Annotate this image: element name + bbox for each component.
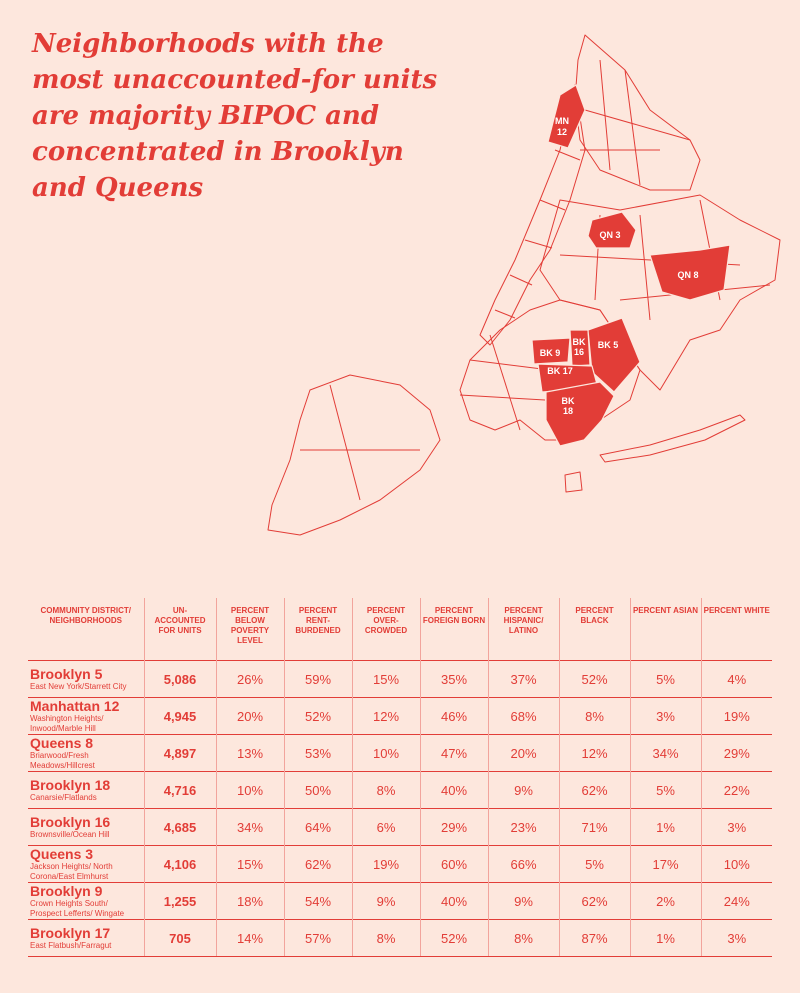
district-cell bbox=[28, 661, 144, 698]
table-row bbox=[28, 846, 772, 883]
hispanic-cell: 9% bbox=[488, 883, 559, 920]
col-header-hispanic: PERCENT HISPANIC/ LATINO bbox=[488, 598, 559, 661]
label-bk18-line1: BK bbox=[561, 396, 575, 406]
hispanic-cell: 66% bbox=[488, 846, 559, 883]
asian-cell: 17% bbox=[630, 846, 701, 883]
district-cell bbox=[28, 883, 144, 920]
label-bk16-line1: BK bbox=[572, 337, 586, 347]
label-bk16-line2: 16 bbox=[573, 347, 585, 357]
hispanic-cell: 37% bbox=[488, 661, 559, 698]
white-cell: 3% bbox=[701, 809, 772, 846]
district-name: Manhattan 12 bbox=[30, 698, 120, 714]
neighborhoods: Jackson Heights/ North Corona/East Elmhurst bbox=[30, 862, 113, 881]
district-cell bbox=[28, 846, 144, 883]
overcrowded-cell: 8% bbox=[352, 920, 420, 957]
foreign-born-cell: 35% bbox=[420, 661, 488, 698]
black-cell: 87% bbox=[559, 920, 630, 957]
poverty-cell: 10% bbox=[216, 772, 284, 809]
label-mn12-line2: 12 bbox=[556, 127, 568, 137]
staten-island-outline bbox=[268, 375, 440, 535]
asian-cell: 34% bbox=[630, 735, 701, 772]
rent-burdened-cell: 64% bbox=[284, 809, 352, 846]
foreign-born-cell: 47% bbox=[420, 735, 488, 772]
neighborhoods: East New York/Starrett City bbox=[30, 682, 127, 691]
black-cell: 5% bbox=[559, 846, 630, 883]
district-cell bbox=[28, 809, 144, 846]
district-bk18 bbox=[546, 382, 614, 446]
poverty-cell: 15% bbox=[216, 846, 284, 883]
overcrowded-cell: 15% bbox=[352, 661, 420, 698]
foreign-born-cell: 40% bbox=[420, 883, 488, 920]
poverty-cell: 20% bbox=[216, 698, 284, 735]
rent-burdened-cell: 52% bbox=[284, 698, 352, 735]
neighborhoods: East Flatbush/Farragut bbox=[30, 941, 112, 950]
units-cell: 5,086 bbox=[144, 661, 216, 698]
col-header-overcrowded: PERCENT OVER- CROWDED bbox=[352, 598, 420, 661]
page-title: Neighborhoods with the most unaccounted-for units are majority BIPOC and concentrated in Brooklyn and Queens bbox=[32, 29, 438, 203]
foreign-born-cell: 46% bbox=[420, 698, 488, 735]
label-qn3: QN 3 bbox=[599, 230, 621, 240]
poverty-cell: 18% bbox=[216, 883, 284, 920]
white-cell: 19% bbox=[701, 698, 772, 735]
asian-cell: 2% bbox=[630, 883, 701, 920]
label-bk5: BK 5 bbox=[597, 340, 619, 350]
label-mn12-line1: MN bbox=[555, 116, 569, 126]
asian-cell: 5% bbox=[630, 661, 701, 698]
col-header-rent-burdened: PERCENT RENT- BURDENED bbox=[284, 598, 352, 661]
label-bk18-line2: 18 bbox=[562, 406, 574, 416]
label-qn8: QN 8 bbox=[677, 270, 699, 280]
foreign-born-cell: 52% bbox=[420, 920, 488, 957]
poverty-cell: 14% bbox=[216, 920, 284, 957]
col-header-asian: PERCENT ASIAN bbox=[630, 598, 701, 661]
overcrowded-cell: 9% bbox=[352, 883, 420, 920]
col-header-black: PERCENT BLACK bbox=[559, 598, 630, 661]
poverty-cell: 34% bbox=[216, 809, 284, 846]
table-row bbox=[28, 809, 772, 846]
white-cell: 3% bbox=[701, 920, 772, 957]
units-cell: 4,716 bbox=[144, 772, 216, 809]
col-header-white: PERCENT WHITE bbox=[701, 598, 772, 661]
island-outline bbox=[565, 472, 582, 492]
black-cell: 12% bbox=[559, 735, 630, 772]
rent-burdened-cell: 62% bbox=[284, 846, 352, 883]
white-cell: 4% bbox=[701, 661, 772, 698]
hispanic-cell: 9% bbox=[488, 772, 559, 809]
overcrowded-cell: 10% bbox=[352, 735, 420, 772]
overcrowded-cell: 12% bbox=[352, 698, 420, 735]
black-cell: 8% bbox=[559, 698, 630, 735]
district-cell bbox=[28, 698, 144, 735]
nyc-community-districts-map bbox=[250, 20, 790, 550]
overcrowded-cell: 6% bbox=[352, 809, 420, 846]
rent-burdened-cell: 53% bbox=[284, 735, 352, 772]
table-row bbox=[28, 661, 772, 698]
district-name: Brooklyn 18 bbox=[30, 777, 111, 793]
neighborhoods: Washington Heights/ Inwood/Marble Hill bbox=[30, 714, 104, 733]
overcrowded-cell: 8% bbox=[352, 772, 420, 809]
foreign-born-cell: 60% bbox=[420, 846, 488, 883]
hispanic-cell: 68% bbox=[488, 698, 559, 735]
white-cell: 22% bbox=[701, 772, 772, 809]
asian-cell: 1% bbox=[630, 809, 701, 846]
table-header-row bbox=[28, 598, 772, 661]
col-header-foreign-born: PERCENT FOREIGN BORN bbox=[420, 598, 488, 661]
districts-table bbox=[28, 598, 772, 957]
col-header-district: COMMUNITY DISTRICT/ NEIGHBORHOODS bbox=[40, 606, 131, 625]
table-row bbox=[28, 920, 772, 957]
poverty-cell: 26% bbox=[216, 661, 284, 698]
rent-burdened-cell: 57% bbox=[284, 920, 352, 957]
asian-cell: 1% bbox=[630, 920, 701, 957]
rockaway-outline bbox=[600, 415, 745, 462]
units-cell: 1,255 bbox=[144, 883, 216, 920]
neighborhoods: Crown Heights South/ Prospect Lefferts/ Wingate bbox=[30, 899, 125, 918]
table-row bbox=[28, 772, 772, 809]
hispanic-cell: 20% bbox=[488, 735, 559, 772]
district-cell bbox=[28, 920, 144, 957]
district-name: Brooklyn 5 bbox=[30, 666, 103, 682]
col-header-units: UN- ACCOUNTED FOR UNITS bbox=[144, 598, 216, 661]
black-cell: 62% bbox=[559, 883, 630, 920]
units-cell: 4,106 bbox=[144, 846, 216, 883]
neighborhoods: Canarsie/Flatlands bbox=[30, 793, 97, 802]
rent-burdened-cell: 50% bbox=[284, 772, 352, 809]
units-cell: 4,685 bbox=[144, 809, 216, 846]
district-name: Queens 3 bbox=[30, 846, 94, 862]
table-row bbox=[28, 735, 772, 772]
rent-burdened-cell: 59% bbox=[284, 661, 352, 698]
white-cell: 24% bbox=[701, 883, 772, 920]
table-row bbox=[28, 883, 772, 920]
units-cell: 4,945 bbox=[144, 698, 216, 735]
white-cell: 10% bbox=[701, 846, 772, 883]
label-bk9: BK 9 bbox=[539, 348, 561, 358]
white-cell: 29% bbox=[701, 735, 772, 772]
units-cell: 4,897 bbox=[144, 735, 216, 772]
table-body bbox=[28, 661, 772, 957]
black-cell: 52% bbox=[559, 661, 630, 698]
district-name: Brooklyn 16 bbox=[30, 814, 111, 830]
neighborhoods: Briarwood/Fresh Meadows/Hillcrest bbox=[30, 751, 95, 770]
asian-cell: 5% bbox=[630, 772, 701, 809]
foreign-born-cell: 29% bbox=[420, 809, 488, 846]
poverty-cell: 13% bbox=[216, 735, 284, 772]
label-bk17: BK 17 bbox=[547, 366, 573, 376]
units-cell: 705 bbox=[144, 920, 216, 957]
rent-burdened-cell: 54% bbox=[284, 883, 352, 920]
district-cell bbox=[28, 772, 144, 809]
col-header-poverty: PERCENT BELOW POVERTY LEVEL bbox=[216, 598, 284, 661]
district-name: Brooklyn 17 bbox=[30, 925, 111, 941]
district-cell bbox=[28, 735, 144, 772]
black-cell: 62% bbox=[559, 772, 630, 809]
district-name: Brooklyn 9 bbox=[30, 883, 103, 899]
neighborhoods: Brownsville/Ocean Hill bbox=[30, 830, 110, 839]
overcrowded-cell: 19% bbox=[352, 846, 420, 883]
hispanic-cell: 8% bbox=[488, 920, 559, 957]
black-cell: 71% bbox=[559, 809, 630, 846]
district-name: Queens 8 bbox=[30, 735, 94, 751]
foreign-born-cell: 40% bbox=[420, 772, 488, 809]
hispanic-cell: 23% bbox=[488, 809, 559, 846]
asian-cell: 3% bbox=[630, 698, 701, 735]
table-row bbox=[28, 698, 772, 735]
